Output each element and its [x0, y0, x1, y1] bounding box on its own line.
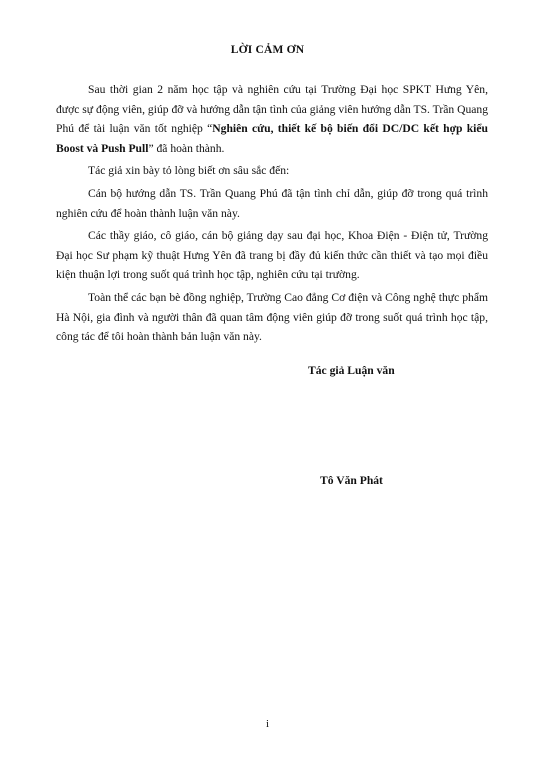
thesis-title: Nghiên cứu, thiết kế bộ biến đổi DC/DC kết hợp kiểu Boost và Push Pull — [56, 122, 488, 155]
page-title: LỜI CẢM ƠN — [230, 44, 305, 56]
paragraph-gratitude: Tác giả xin bày tỏ lòng biết ơn sâu sắc đến: — [88, 164, 290, 178]
signature-name: Tô Văn Phát — [320, 474, 383, 487]
document-body — [56, 80, 488, 350]
paragraph-intro-end: ” đã hoàn thành. — [148, 141, 225, 155]
paragraph-intro — [56, 80, 488, 158]
paragraph-colleagues: Toàn thể các bạn bè đồng nghiệp, Trường Cao đẳng Cơ điện và Công nghệ thực phẩm Hà Nội, gia đình và người thân đã quan tâm động viên giúp đỡ trong suốt quá trình học tập, công tác để tôi hoàn thành bản luận văn này. — [56, 290, 488, 344]
page-number: i — [265, 718, 270, 730]
signature-title: Tác giả Luận văn — [308, 364, 395, 377]
paragraph-faculty: Các thầy giáo, cô giáo, cán bộ giảng dạy sau đại học, Khoa Điện - Điện tử, Trường Đại học Sư phạm kỹ thuật Hưng Yên đã trang bị đầy đủ kiến thức cần thiết và tạo mọi điều kiện thuận lợi trong suốt quá trình học tập, nghiên cứu tại trường. — [56, 229, 488, 282]
paragraph-intro-text: Sau thời gian 2 năm học tập và nghiên cứu tại Trường Đại học SPKT Hưng Yên, được sự động viên, giúp đỡ và hướng dẫn tận tình của giảng viên hướng dẫn TS. Trần Quang Phú để tài luận văn tốt nghiệp “ — [56, 83, 488, 136]
paragraph-advisor: Cán bộ hướng dẫn TS. Trần Quang Phú đã tận tình chỉ dẫn, giúp đỡ trong quá trình nghiên cứu để hoàn thành luận văn này. — [56, 186, 488, 220]
